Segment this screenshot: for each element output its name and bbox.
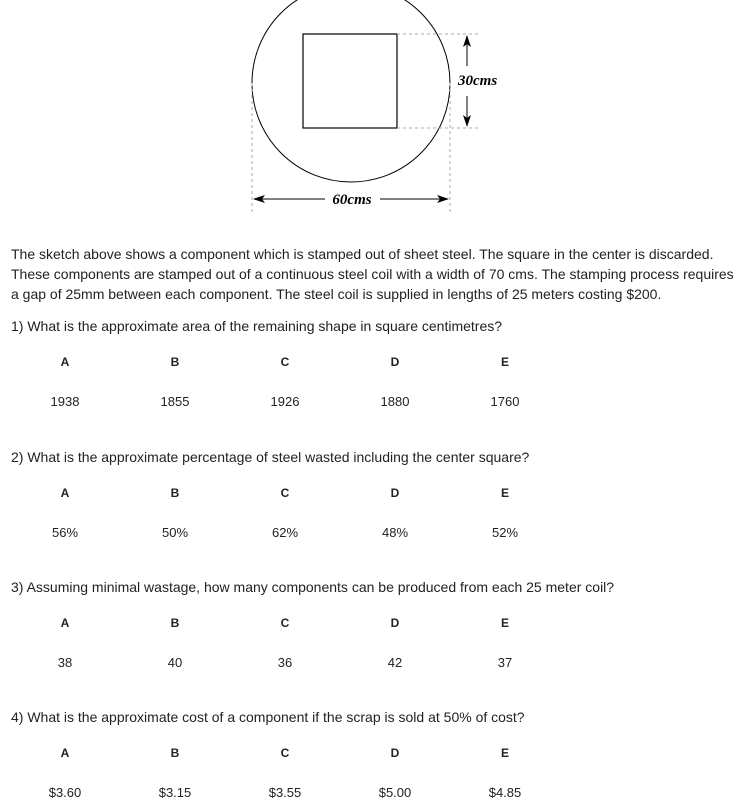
option-label: C <box>280 486 290 500</box>
option-label: D <box>390 746 400 760</box>
option-value[interactable]: 1855 <box>160 394 190 409</box>
option-value[interactable]: $5.00 <box>378 785 412 800</box>
option-value[interactable]: 48% <box>381 525 409 540</box>
option-value[interactable]: 42 <box>387 655 403 670</box>
option-value[interactable]: 52% <box>491 525 519 540</box>
option-label: D <box>390 355 400 369</box>
option-label: B <box>170 746 180 760</box>
option-label: C <box>280 355 290 369</box>
width-label: 60cms <box>332 192 372 208</box>
center-square <box>303 34 397 128</box>
option-label: A <box>60 486 70 500</box>
option-label: D <box>390 616 400 630</box>
option-label: E <box>500 746 509 760</box>
option-label: A <box>60 355 70 369</box>
option-label: D <box>390 486 400 500</box>
option-value[interactable]: 1760 <box>490 394 520 409</box>
option-value[interactable]: 56% <box>51 525 79 540</box>
option-label: E <box>500 616 509 630</box>
question-text: 4) What is the approximate cost of a component if the scrap is sold at 50% of cost? <box>11 709 525 725</box>
option-label: C <box>280 616 290 630</box>
option-value[interactable]: 37 <box>497 655 513 670</box>
option-label: E <box>500 486 509 500</box>
option-value[interactable]: $3.15 <box>158 785 192 800</box>
option-value[interactable]: 1880 <box>380 394 410 409</box>
option-value[interactable]: 50% <box>161 525 189 540</box>
option-value[interactable]: 1926 <box>270 394 300 409</box>
square-label: 30cms <box>458 73 498 89</box>
option-value[interactable]: 40 <box>167 655 183 670</box>
option-label: B <box>170 355 180 369</box>
option-label: B <box>170 616 180 630</box>
question-text: 1) What is the approximate area of the remaining shape in square centimetres? <box>11 318 503 334</box>
option-label: B <box>170 486 180 500</box>
option-label: C <box>280 746 290 760</box>
question-text: 3) Assuming minimal wastage, how many components can be produced from each 25 meter coil? <box>11 579 615 595</box>
component-sketch <box>0 0 742 220</box>
option-value[interactable]: $3.55 <box>268 785 302 800</box>
option-value[interactable]: 62% <box>271 525 299 540</box>
option-label: A <box>60 616 70 630</box>
option-value[interactable]: $4.85 <box>488 785 522 800</box>
option-label: A <box>60 746 70 760</box>
option-value[interactable]: 38 <box>57 655 73 670</box>
question-text: 2) What is the approximate percentage of steel wasted including the center square? <box>11 449 530 465</box>
circle-outline <box>252 0 450 182</box>
option-value[interactable]: $3.60 <box>48 785 82 800</box>
option-value[interactable]: 1938 <box>50 394 80 409</box>
option-label: E <box>500 355 509 369</box>
option-value[interactable]: 36 <box>277 655 293 670</box>
intro-paragraph: The sketch above shows a component which is stamped out of sheet steel. The square in the center is discarded. These components are stamped out of a continuous steel coil with a width of 70 cms. The stamping process requires a gap of 25mm between each component. The steel coil is supplied in lengths of 25 meters costing $200. <box>11 246 734 302</box>
